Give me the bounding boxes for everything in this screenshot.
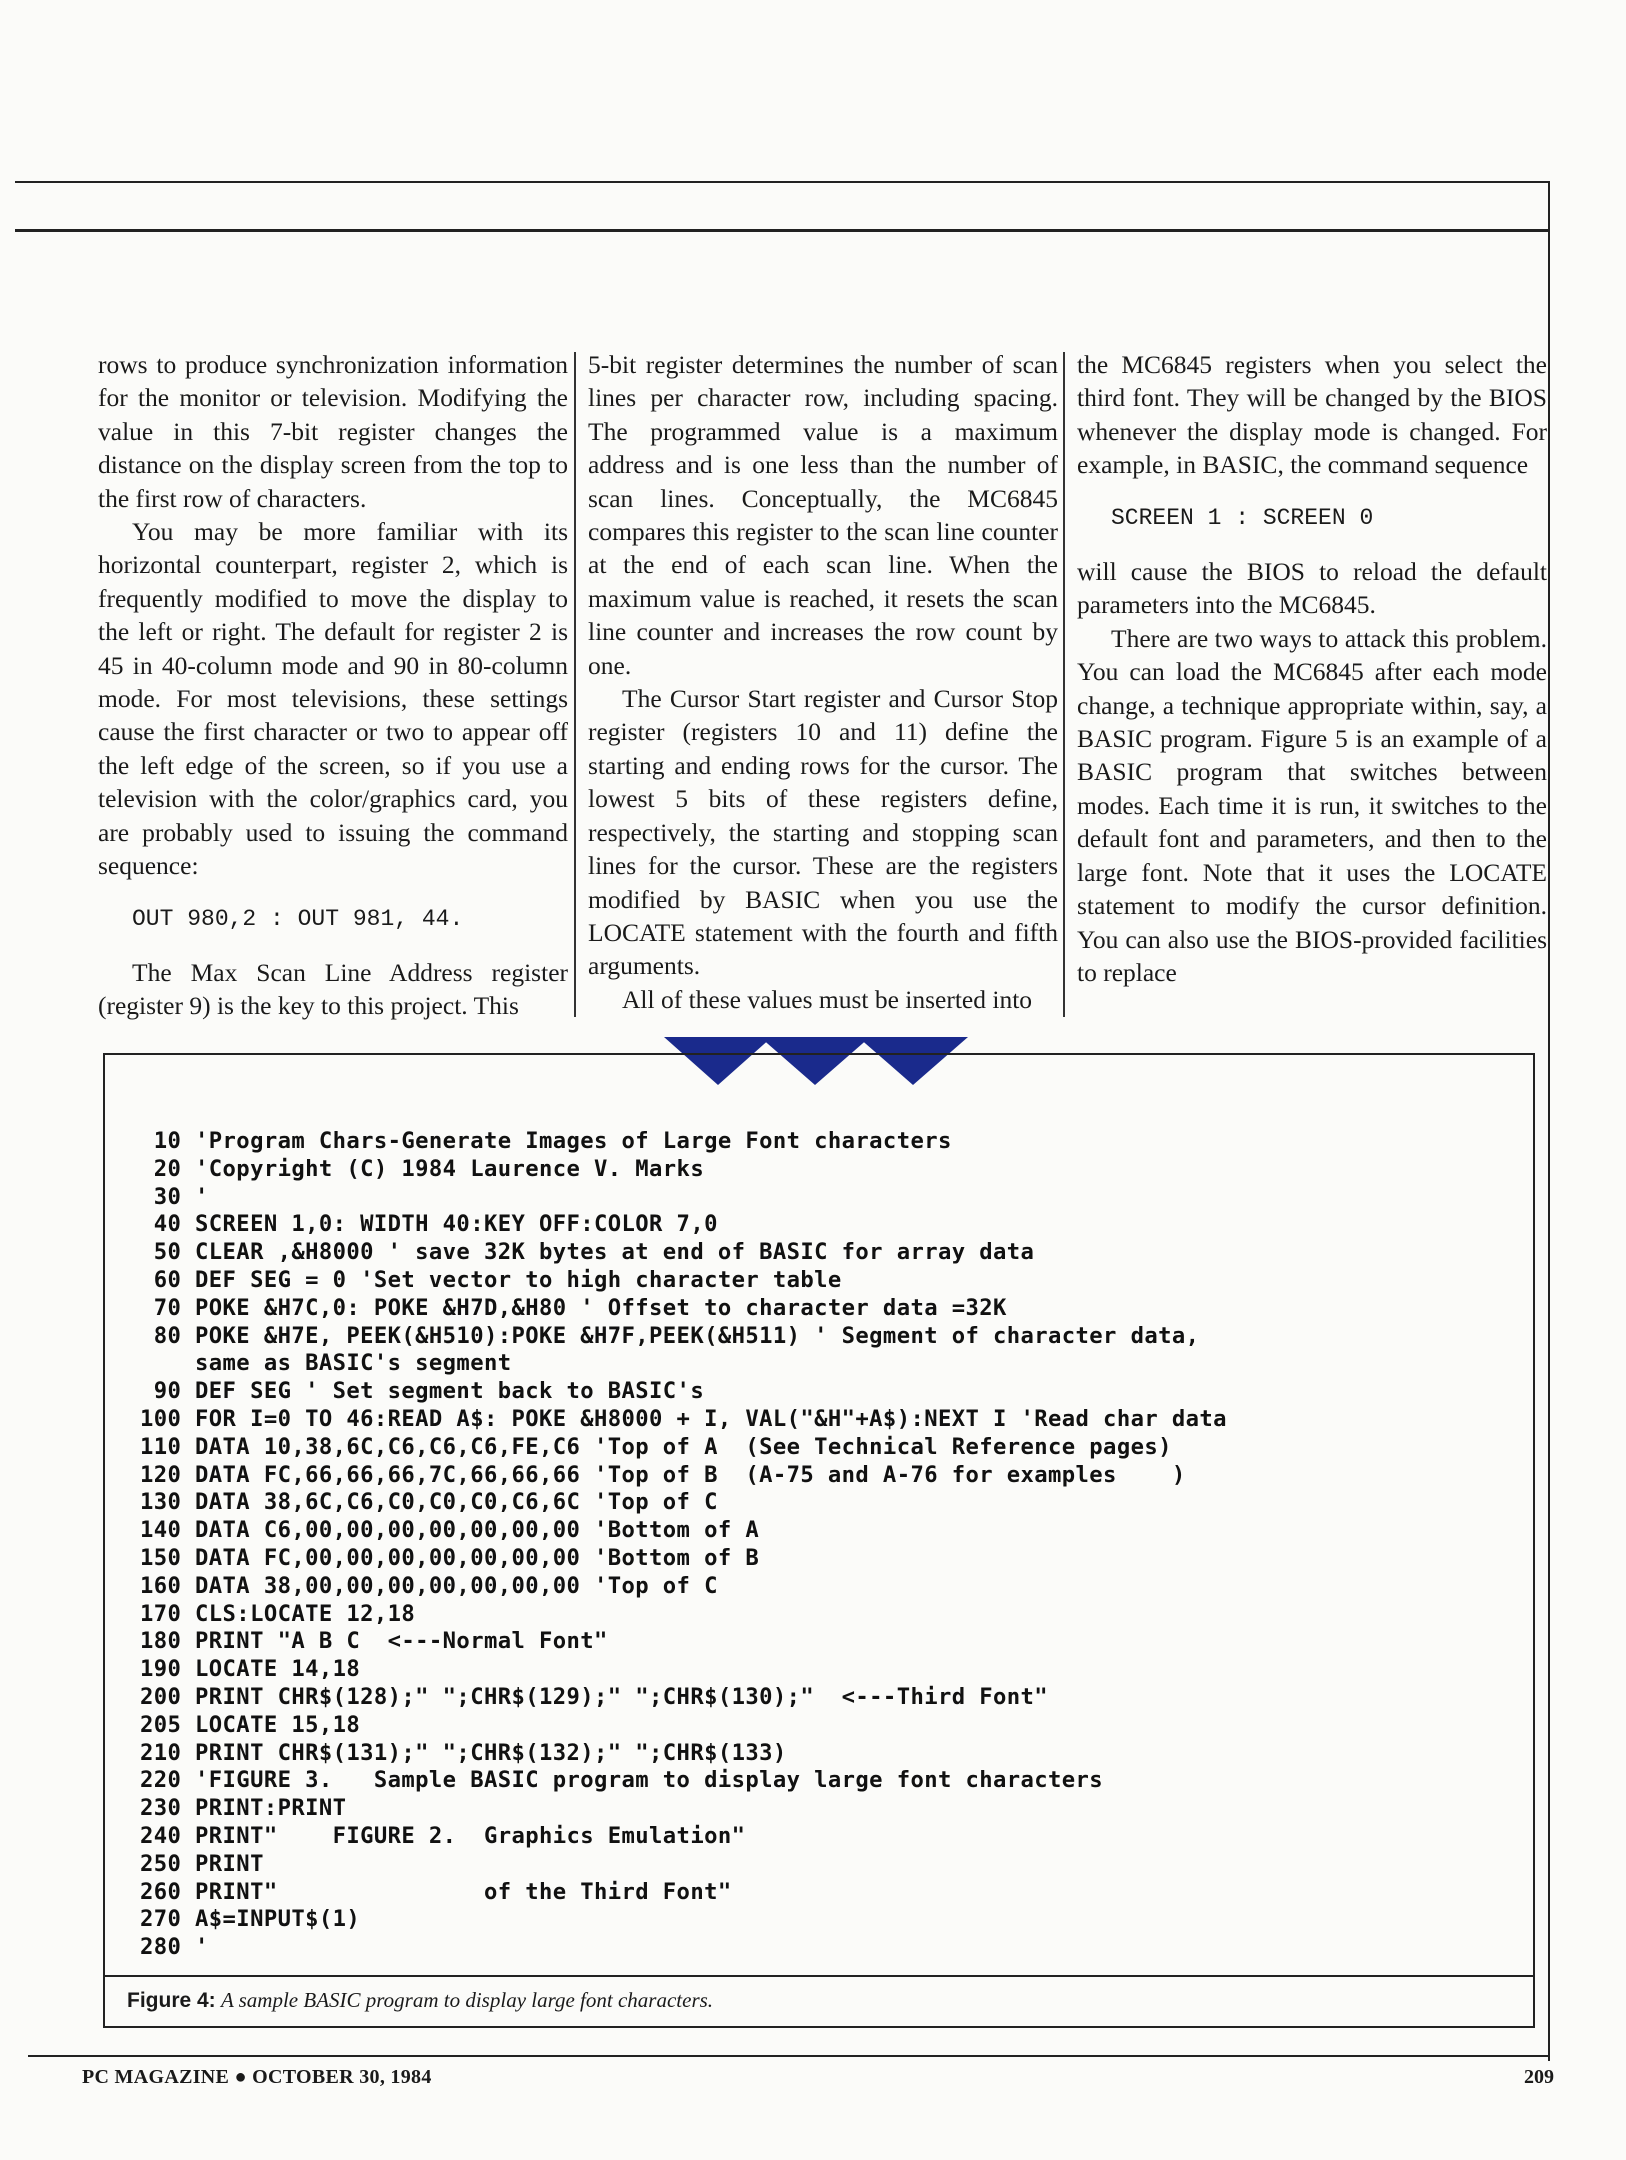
header-band-rule [15,229,1550,232]
paragraph: The Max Scan Line Address register (register 9) is the key to this project. This [98,957,568,1021]
paragraph: The Cursor Start register and Cursor Stop register (registers 10 and 11) define the starting and ending rows for the cursor. The lowest 5 bits of these registers define, respectively, the starting and stopping scan lines for the cursor. These are the registers modified by BASIC when you use the LOCATE statement with the fourth and fifth arguments. [588,684,1058,981]
listing-line: 70 POKE &H7C,0: POKE &H7D,&H80 ' Offset to character data =32K [140,1294,1007,1321]
listing-line: 220 'FIGURE 3. Sample BASIC program to display large font characters [140,1767,1104,1794]
right-margin-rule [1548,181,1550,2061]
listing-line: 205 LOCATE 15,18 [140,1711,361,1738]
listing-line: 160 DATA 38,00,00,00,00,00,00,00 'Top of C [140,1572,718,1599]
inline-code: OUT 980,2 : OUT 981, 44. [132,905,464,932]
article-column-1 [98,348,568,1023]
listing-line: 280 ' [140,1934,209,1961]
paragraph: the MC6845 registers when you select the third font. They will be changed by the BIOS whenever the display mode is changed. For example, in BASIC, the command sequence [1077,350,1547,480]
listing-line: 110 DATA 10,38,6C,C6,C6,C6,FE,C6 'Top of A (See Technical Reference pages) [140,1433,1172,1460]
listing-line: 90 DEF SEG ' Set segment back to BASIC's [140,1378,705,1405]
figure-caption-label: Figure 4: [127,1989,216,2012]
listing-line: 260 PRINT" of the Third Font" [140,1878,732,1905]
listing-line: 30 ' [140,1183,209,1210]
footer-publication: PC MAGAZINE ● OCTOBER 30, 1984 [82,2066,432,2088]
listing-line: 60 DEF SEG = 0 'Set vector to high character table [140,1266,842,1293]
paragraph: There are two ways to attack this problem. You can load the MC6845 after each mode change, a technique appropriate within, say, a BASIC program. Figure 5 is an example of a BASIC program that switches between modes. Each time it is run, it switches to the default font and parameters, and then to the large font. Note that it uses the LOCATE statement to modify the cursor definition. You can also use the BIOS-provided facilities to replace [1077,623,1547,987]
paragraph: rows to produce synchronization information for the monitor or television. Modifying the value in this 7-bit register changes the distance on the display screen from the top to the first row of characters. [98,350,568,513]
inline-code: SCREEN 1 : SCREEN 0 [1111,504,1374,531]
listing-line: 140 DATA C6,00,00,00,00,00,00,00 'Bottom of A [140,1517,760,1544]
article-column-2 [588,348,1058,1016]
listing-line: 230 PRINT:PRINT [140,1795,347,1822]
listing-line: 270 A$=INPUT$(1) [140,1906,361,1933]
listing-line: 180 PRINT "A B C <---Normal Font" [140,1628,608,1655]
listing-line: 130 DATA 38,6C,C6,C0,C0,C0,C6,6C 'Top of C [140,1489,718,1516]
listing-line: same as BASIC's segment [140,1350,512,1377]
figure-4 [103,1053,1535,2028]
paragraph: will cause the BIOS to reload the default parameters into the MC6845. [1077,557,1547,620]
listing-line: 250 PRINT [140,1850,264,1877]
listing-line: 240 PRINT" FIGURE 2. Graphics Emulation" [140,1822,746,1849]
column-divider [574,352,576,1017]
paragraph: You may be more familiar with its horizontal counterpart, register 2, which is frequently modified to move the display to the left or right. The default for register 2 is 45 in 40-column mode and 90 in 80-column mode. For most televisions, these settings cause the first character or two to appear off the left edge of the screen, so if you use a television with the color/graphics card, you are probably used to issuing the command sequence: [98,517,568,881]
listing-line: 190 LOCATE 14,18 [140,1656,361,1683]
caption-divider [105,1975,1533,1977]
top-rule [15,181,1550,183]
listing-line: 10 'Program Chars-Generate Images of Large Font characters [140,1128,952,1154]
basic-program-listing [140,1128,1227,1962]
article-column-3 [1077,348,1547,989]
figure-caption-text: A sample BASIC program to display large font characters. [220,1988,714,2012]
paragraph: All of these values must be inserted into [622,984,1033,1014]
listing-line: 150 DATA FC,00,00,00,00,00,00,00 'Bottom of B [140,1544,760,1571]
listing-line: 20 'Copyright (C) 1984 Laurence V. Marks [140,1155,705,1182]
listing-line: 80 POKE &H7E, PEEK(&H510):POKE &H7F,PEEK(&H511) ' Segment of character data, [140,1322,1200,1349]
footer-rule [28,2055,1550,2057]
figure-caption [127,1988,713,2013]
listing-line: 200 PRINT CHR$(128);" ";CHR$(129);" ";CHR$(130);" <---Third Font" [140,1683,1049,1710]
listing-line: 50 CLEAR ,&H8000 ' save 32K bytes at end of BASIC for array data [140,1239,1035,1266]
listing-line: 100 FOR I=0 TO 46:READ A$: POKE &H8000 + I, VAL("&H"+A$):NEXT I 'Read char data [140,1405,1227,1432]
listing-line: 210 PRINT CHR$(131);" ";CHR$(132);" ";CHR$(133) [140,1739,787,1766]
listing-line: 120 DATA FC,66,66,66,7C,66,66,66 'Top of B (A-75 and A-76 for examples ) [140,1461,1186,1488]
column-divider [1063,352,1065,1017]
paragraph: 5-bit register determines the number of scan lines per character row, including spacing. The programmed value is a maximum address and is one less than the number of scan lines. Conceptually, the MC6845 compares this register to the scan line counter at the end of each scan line. When the maximum value is reached, it resets the scan line counter and increases the row count by one. [588,350,1058,680]
listing-line: 170 CLS:LOCATE 12,18 [140,1600,416,1627]
listing-line: 40 SCREEN 1,0: WIDTH 40:KEY OFF:COLOR 7,0 [140,1211,718,1238]
page-number: 209 [1524,2066,1554,2088]
